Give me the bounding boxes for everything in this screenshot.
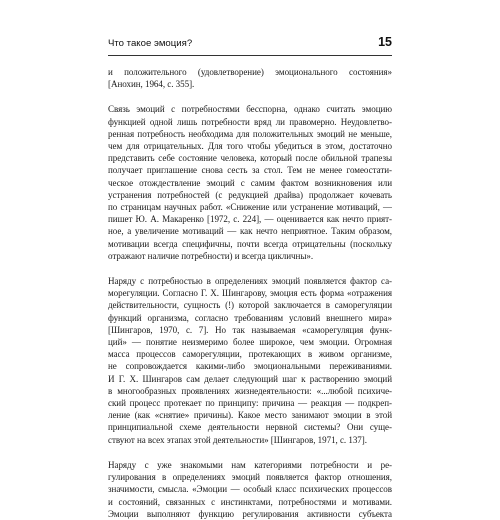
text-line: ский процесс протекает по принципу: причина — реакция — подкреп- — [108, 398, 392, 409]
text-line: представить себе состояние человека, который после обильной трапезы — [108, 153, 392, 164]
running-head-title: Что такое эмоция? — [108, 38, 193, 49]
text-line: морегуляции. Согласно Г. Х. Шингарову, эмоция есть форма «отражения — [108, 288, 392, 299]
body-text — [108, 66, 392, 520]
text-line: чем для отрицательных. Для того чтобы убедиться в этом, достаточно — [108, 141, 392, 152]
paragraph-3 — [108, 275, 392, 446]
text-line: Наряду с уже знакомыми нам категориями потребности и ре- — [108, 459, 392, 470]
header-divider — [108, 55, 392, 56]
text-line: [Анохин, 1964, с. 355]. — [108, 79, 195, 90]
text-line: значимости, смысла. «Эмоции — особый класс психических процессов — [108, 484, 392, 495]
paragraph-4 — [108, 459, 392, 520]
text-line: ций» — понятие неизмеримо более широкое, чем эмоции. Огромная — [108, 337, 392, 348]
text-line: действительности, сущность (!) которой заключается в саморегуляции — [108, 300, 392, 311]
text-line: ствуют на всех этапах этой деятельности» [Шингаров, 1971, с. 137]. — [108, 434, 367, 445]
page-number: 15 — [378, 35, 392, 49]
text-line: ное, а увеличение мотиваций — как нечто неприятное. Таким образом, — [108, 226, 392, 237]
text-line: в многообразных проявлениях жизнедеятельности: «...любой психиче- — [108, 385, 392, 396]
text-line: И Г. Х. Шингаров сам делает следующий шаг к растворению эмоций — [108, 373, 392, 384]
text-line: мотивации всегда специфичны, почти всегда отрицательны (поскольку — [108, 238, 392, 249]
text-line: ческое отождествление эмоций с самим фактом возникновения или — [108, 177, 392, 188]
text-line: устранения потребностей (с редукцией драйва) продолжает кочевать — [108, 189, 392, 200]
text-line: Наряду с потребностью в определениях эмоций появляется фактор са- — [108, 276, 392, 287]
text-line: ренная потребность необходима для положительных эмоций не меньше, — [108, 128, 392, 139]
text-line: принципиальной схеме деятельности нервной системы? Они суще- — [108, 422, 392, 433]
text-line: не сопровождается какими-либо эмоциональными переживаниями. — [108, 361, 392, 372]
text-line: гулирования в определениях эмоций появляется фактор отношения, — [108, 472, 392, 483]
text-line: Эмоции выполняют функцию регулирования активности субъекта — [108, 508, 392, 519]
paragraph-2 — [108, 103, 392, 262]
text-line: отражают наличие потребности) и всегда цикличны». — [108, 250, 314, 261]
text-line: Связь эмоций с потребностями бесспорна, однако считать эмоцию — [108, 104, 392, 115]
text-line: и положительного (удовлетворение) эмоционального состояния» — [108, 67, 392, 77]
text-line: и состояний, связанных с инстинктами, потребностями и мотивами. — [108, 496, 392, 507]
text-line: пишет Ю. А. Макаренко [1972, с. 224], — оценивается как нечто прият- — [108, 214, 392, 225]
text-line: по страницам научных работ. «Снижение или устранение мотиваций, — — [108, 202, 392, 213]
text-line: [Шингаров, 1970, с. 7]. Но так называемая «саморегуляция функ- — [108, 324, 392, 335]
paragraph-1 — [108, 66, 392, 90]
text-line: масса процессов саморегуляции, протекающих в живом организме, — [108, 349, 392, 360]
text-line: функцией одной лишь потребности вряд ли правомерно. Неудовлетво- — [108, 116, 392, 127]
text-line: получает приглашение снова сесть за стол. Тем не менее гомеостати- — [108, 165, 392, 176]
text-line: ление (как «снятие» причины). Какое место занимают эмоции в этой — [108, 410, 392, 421]
text-line: функций организма, согласно требованиям условий внешнего мира» — [108, 312, 392, 323]
